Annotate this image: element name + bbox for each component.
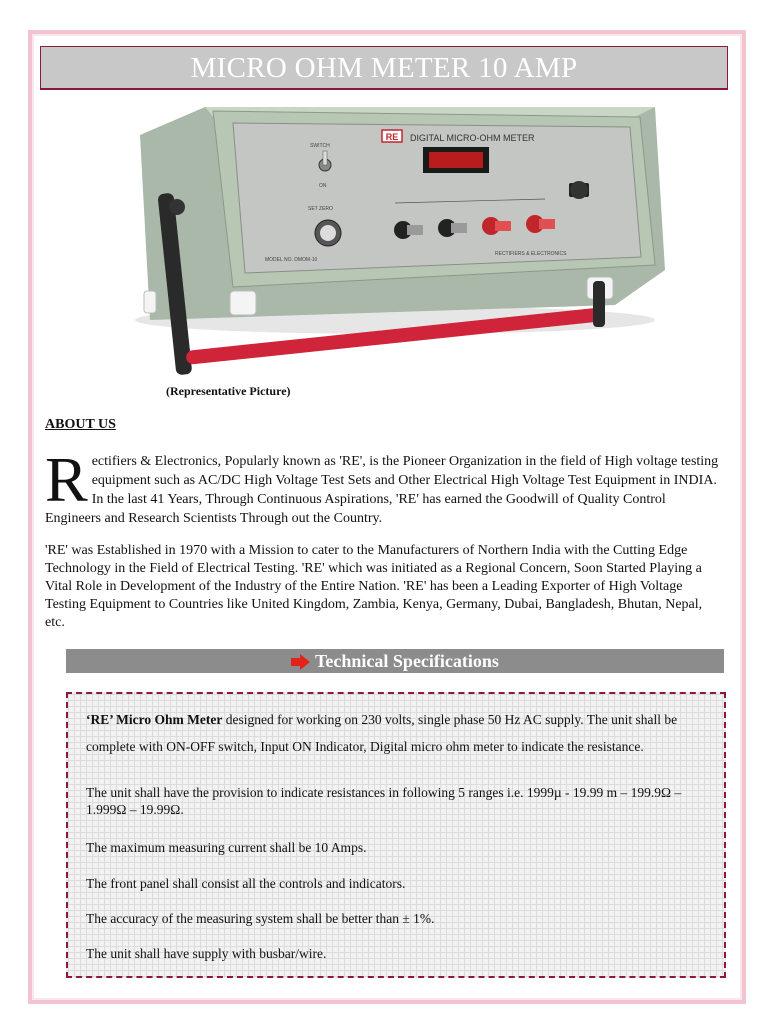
spec-intro-text: designed for working on 230 volts, single phase 50 Hz AC supply. The unit shall be complete with ON-OFF switch, Input ON Indicator, Digital micro ohm meter to indicate the resistance. bbox=[86, 712, 678, 754]
about-heading: ABOUT US bbox=[45, 417, 116, 432]
about-paragraph-1 bbox=[45, 444, 725, 528]
spec-item: The front panel shall consist all the controls and indicators. bbox=[86, 876, 406, 891]
model-label: MODEL NO. DMOM-10 bbox=[265, 257, 318, 263]
spec-heading-bar bbox=[66, 649, 724, 673]
spec-item: The maximum measuring current shall be 10 Amps. bbox=[86, 840, 367, 855]
spec-item: The accuracy of the measuring system shall be better than ± 1%. bbox=[86, 911, 435, 926]
about-paragraph-1-text: ectifiers & Electronics, Popularly known as 'RE', is the Pioneer Organization in the field of High voltage testing equipment such as AC/DC High Voltage Test Sets and Other Electrical High Voltage Test Equipment in INDIA. In the last 41 Years, Through Continuous Aspirations, 'RE' has earned the Goodwill of Quality Control Engineers and Research Scientists Through out the Country. bbox=[45, 454, 719, 526]
spec-box bbox=[66, 692, 726, 978]
switch-label: SWITCH bbox=[310, 143, 330, 149]
brand-badge: RE bbox=[385, 132, 399, 142]
product-image bbox=[95, 95, 675, 380]
title-underline bbox=[40, 88, 728, 90]
maker-label: RECTIFIERS & ELECTRONICS bbox=[495, 251, 567, 257]
spec-intro-bold: ‘RE’ Micro Ohm Meter bbox=[86, 712, 223, 727]
about-paragraph-2: 'RE' was Established in 1970 with a Mission to cater to the Manufacturers of Northern India with the Cutting Edge Technology in the Field of Electrical Testing. 'RE' which was initiated as a Regional Concern, Soon Started Playing a Vital Role in Development of the Industry of the Entire Nation. 'RE' has been a Leading Exporter of High Voltage Testing Equipment to Countries like United Kingdom, Zambia, Kenya, Germany, Dubai, Bangladesh, Bhutan, Nepal, etc. bbox=[45, 543, 703, 630]
on-label: ON bbox=[319, 183, 327, 189]
spec-heading: Technical Specifications bbox=[315, 651, 499, 671]
arrow-right-icon bbox=[291, 654, 311, 670]
spec-item: The unit shall have the provision to indicate resistances in following 5 ranges i.e. 1999µ - 19.99 m – 199.9Ω – 1.999Ω – 19.99Ω. bbox=[86, 785, 682, 817]
set-zero-label: SET ZERO bbox=[308, 206, 333, 212]
spec-intro bbox=[86, 706, 696, 760]
figure-caption: (Representative Picture) bbox=[166, 384, 291, 398]
panel-label: DIGITAL MICRO-OHM METER bbox=[410, 133, 535, 143]
page-title: MICRO OHM METER 10 AMP bbox=[40, 46, 728, 90]
drop-cap: R bbox=[45, 444, 88, 515]
spec-item: The unit shall have supply with busbar/wire. bbox=[86, 946, 327, 961]
